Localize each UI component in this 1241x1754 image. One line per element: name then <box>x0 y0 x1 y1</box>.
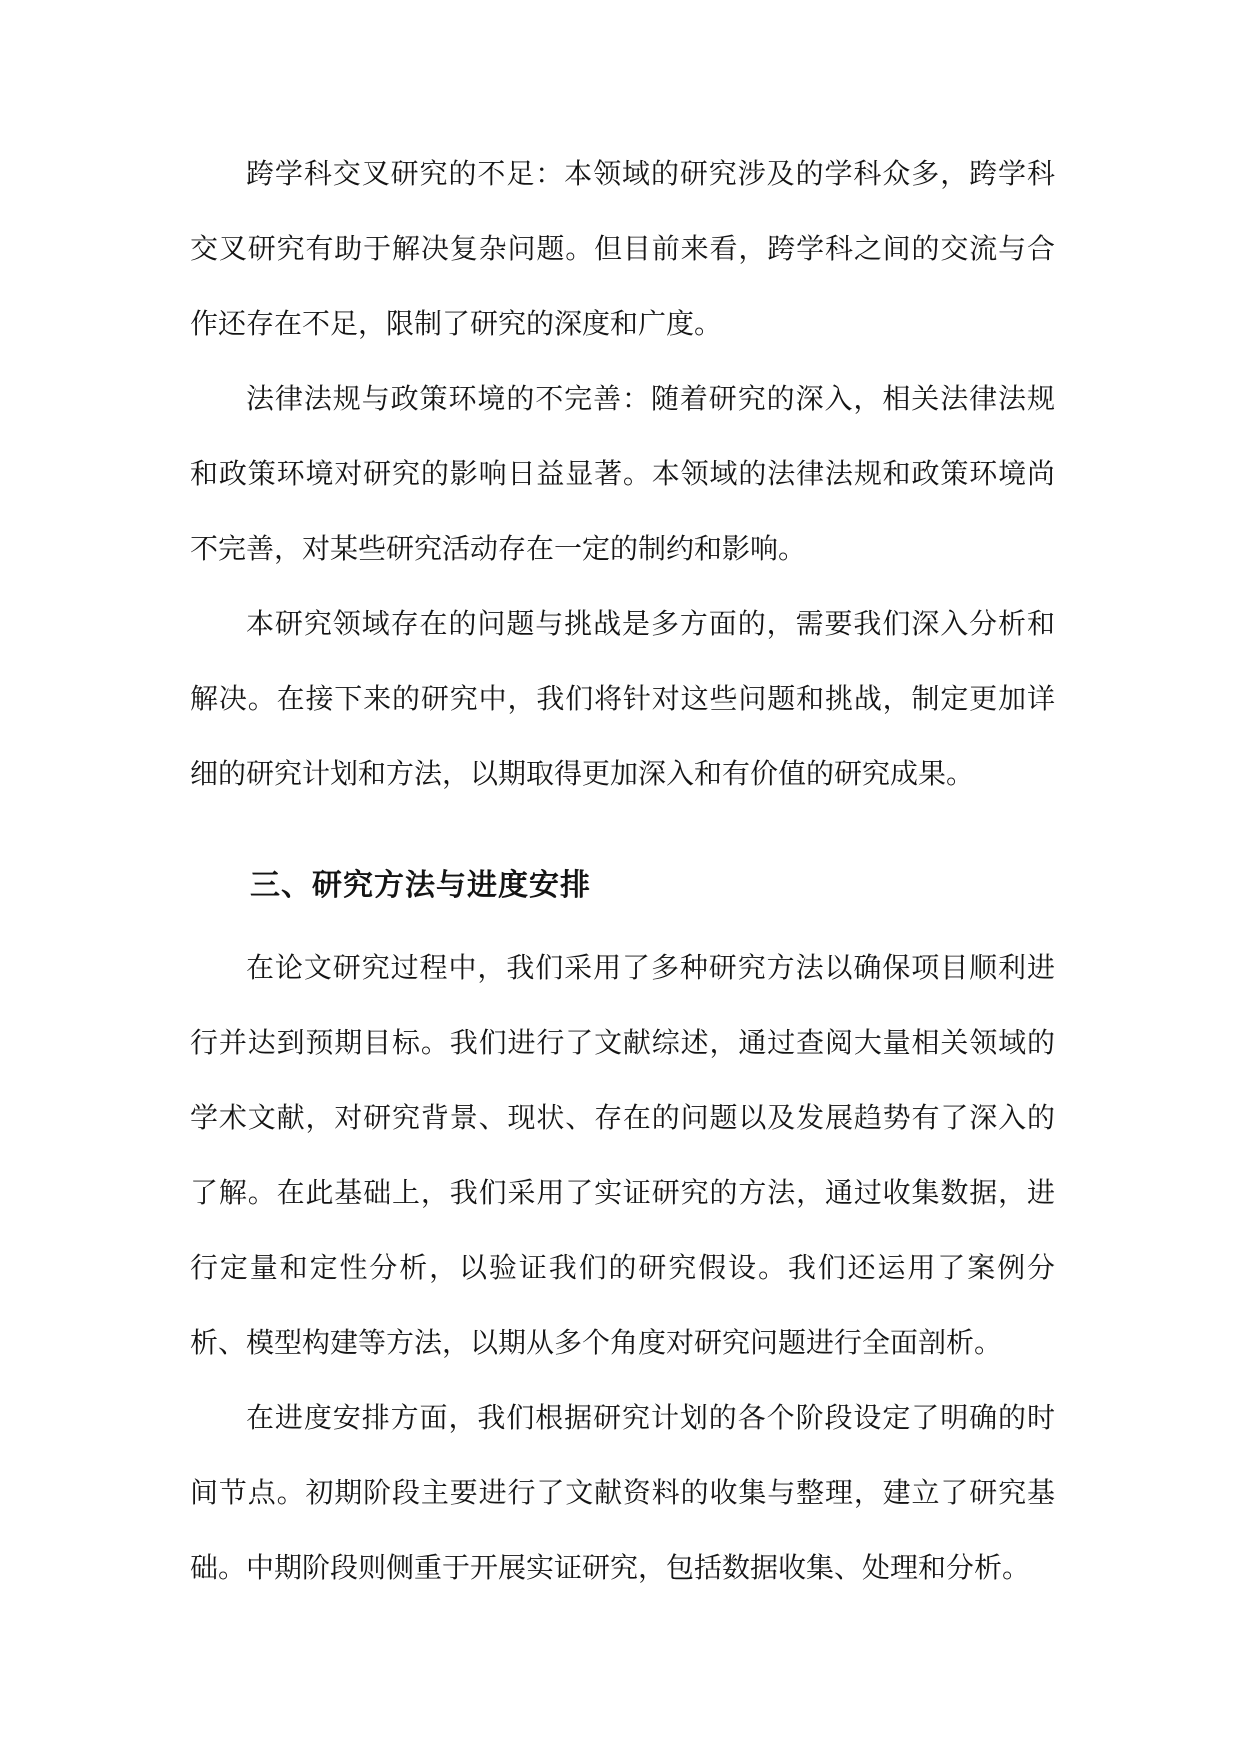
paragraph-interdisciplinary: 跨学科交叉研究的不足：本领域的研究涉及的学科众多，跨学科交叉研究有助于解决复杂问题。但目前来看，跨学科之间的交流与合作还存在不足，限制了研究的深度和广度。 <box>190 157 1055 340</box>
paragraph-summary: 本研究领域存在的问题与挑战是多方面的，需要我们深入分析和解决。在接下来的研究中，我们将针对这些问题和挑战，制定更加详细的研究计划和方法，以期取得更加深入和有价值的研究成果。 <box>190 607 1055 790</box>
section-heading: 三、研究方法与进度安排 <box>250 868 591 903</box>
paragraph-research-methods: 在论文研究过程中，我们采用了多种研究方法以确保项目顺利进行并达到预期目标。我们进行了文献综述，通过查阅大量相关领域的学术文献，对研究背景、现状、存在的问题以及发展趋势有了深入的了解。在此基础上，我们采用了实证研究的方法，通过收集数据，进行定量和定性分析，以验证我们的研究假设。我们还运用了案例分析、模型构建等方法，以期从多个角度对研究问题进行全面剖析。 <box>190 951 1055 1359</box>
paragraph-schedule: 在进度安排方面，我们根据研究计划的各个阶段设定了明确的时间节点。初期阶段主要进行了文献资料的收集与整理，建立了研究基础。中期阶段则侧重于开展实证研究，包括数据收集、处理和分析。 <box>190 1401 1055 1584</box>
paragraph-legal-policy: 法律法规与政策环境的不完善：随着研究的深入，相关法律法规和政策环境对研究的影响日益显著。本领域的法律法规和政策环境尚不完善，对某些研究活动存在一定的制约和影响。 <box>190 382 1055 565</box>
